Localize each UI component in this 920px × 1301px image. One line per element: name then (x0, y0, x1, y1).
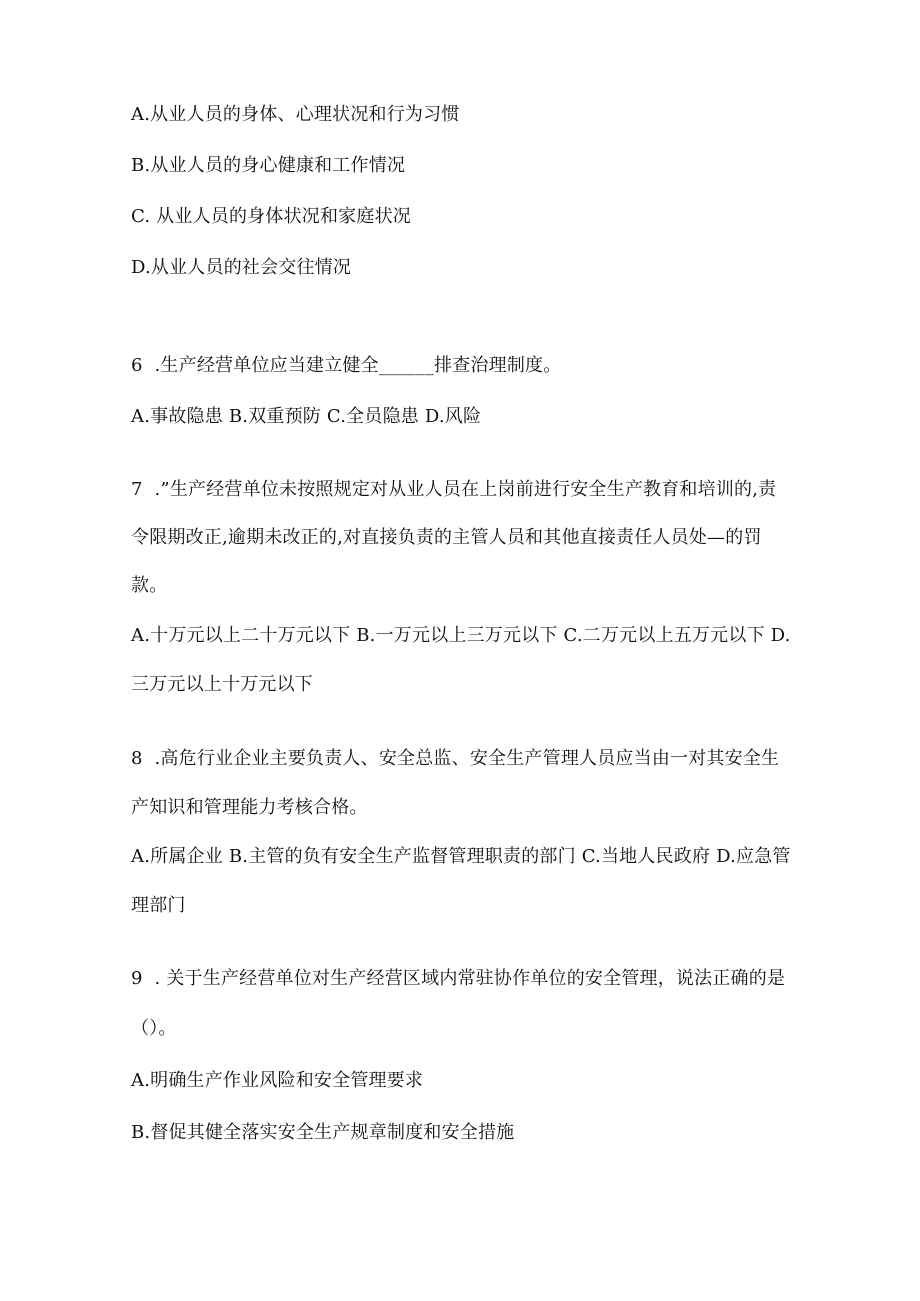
question-9-stem-line-2: （）。 (131, 1018, 177, 1039)
question-9-stem-line-1: 9 . 关于生产经营单位对生产经营区域内常驻协作单位的安全管理，说法正确的是 (131, 968, 786, 989)
question-7-stem-line-3: 款。 (131, 575, 168, 596)
option-c: C. 从业人员的身体状况和家庭状况 (131, 206, 411, 227)
question-7-options-line-1: A.十万元以上二十万元以下 B.一万元以上三万元以下 C.二万元以上五万元以下 D. (131, 625, 791, 646)
question-8-options-line-1: A.所属企业 B.主管的负有安全生产监督管理职责的部门 C.当地人民政府 D.应急管 (131, 846, 791, 867)
option-d: D.从业人员的社会交往情况 (131, 257, 352, 278)
option-b: B.从业人员的身心健康和工作情况 (131, 155, 406, 176)
question-9-option-a: A.明确生产作业风险和安全管理要求 (131, 1070, 424, 1091)
question-9-option-b: B.督促其健全落实安全生产规章制度和安全措施 (131, 1122, 515, 1143)
question-6-options: A.事故隐患 B.双重预防 C.全员隐患 D.风险 (131, 406, 482, 427)
question-7-stem-line-2: 令限期改正,逾期未改正的,对直接负责的主管人员和其他直接责任人员处—的罚 (131, 527, 762, 548)
question-8-stem-line-1: 8 .高危行业企业主要负责人、安全总监、安全生产管理人员应当由一对其安全生 (131, 748, 780, 769)
question-7-stem-line-1: 7 .”生产经营单位未按照规定对从业人员在上岗前进行安全生产教育和培训的,责 (131, 479, 777, 500)
question-8-stem-line-2: 产知识和管理能力考核合格。 (131, 797, 368, 818)
option-a: A.从业人员的身体、心理状况和行为习惯 (131, 104, 460, 125)
question-6-stem: 6 .生产经营单位应当建立健全______排查治理制度。 (131, 355, 562, 376)
question-8-options-line-2: 理部门 (131, 895, 186, 916)
question-7-options-line-2: 三万元以上十万元以下 (131, 674, 313, 695)
